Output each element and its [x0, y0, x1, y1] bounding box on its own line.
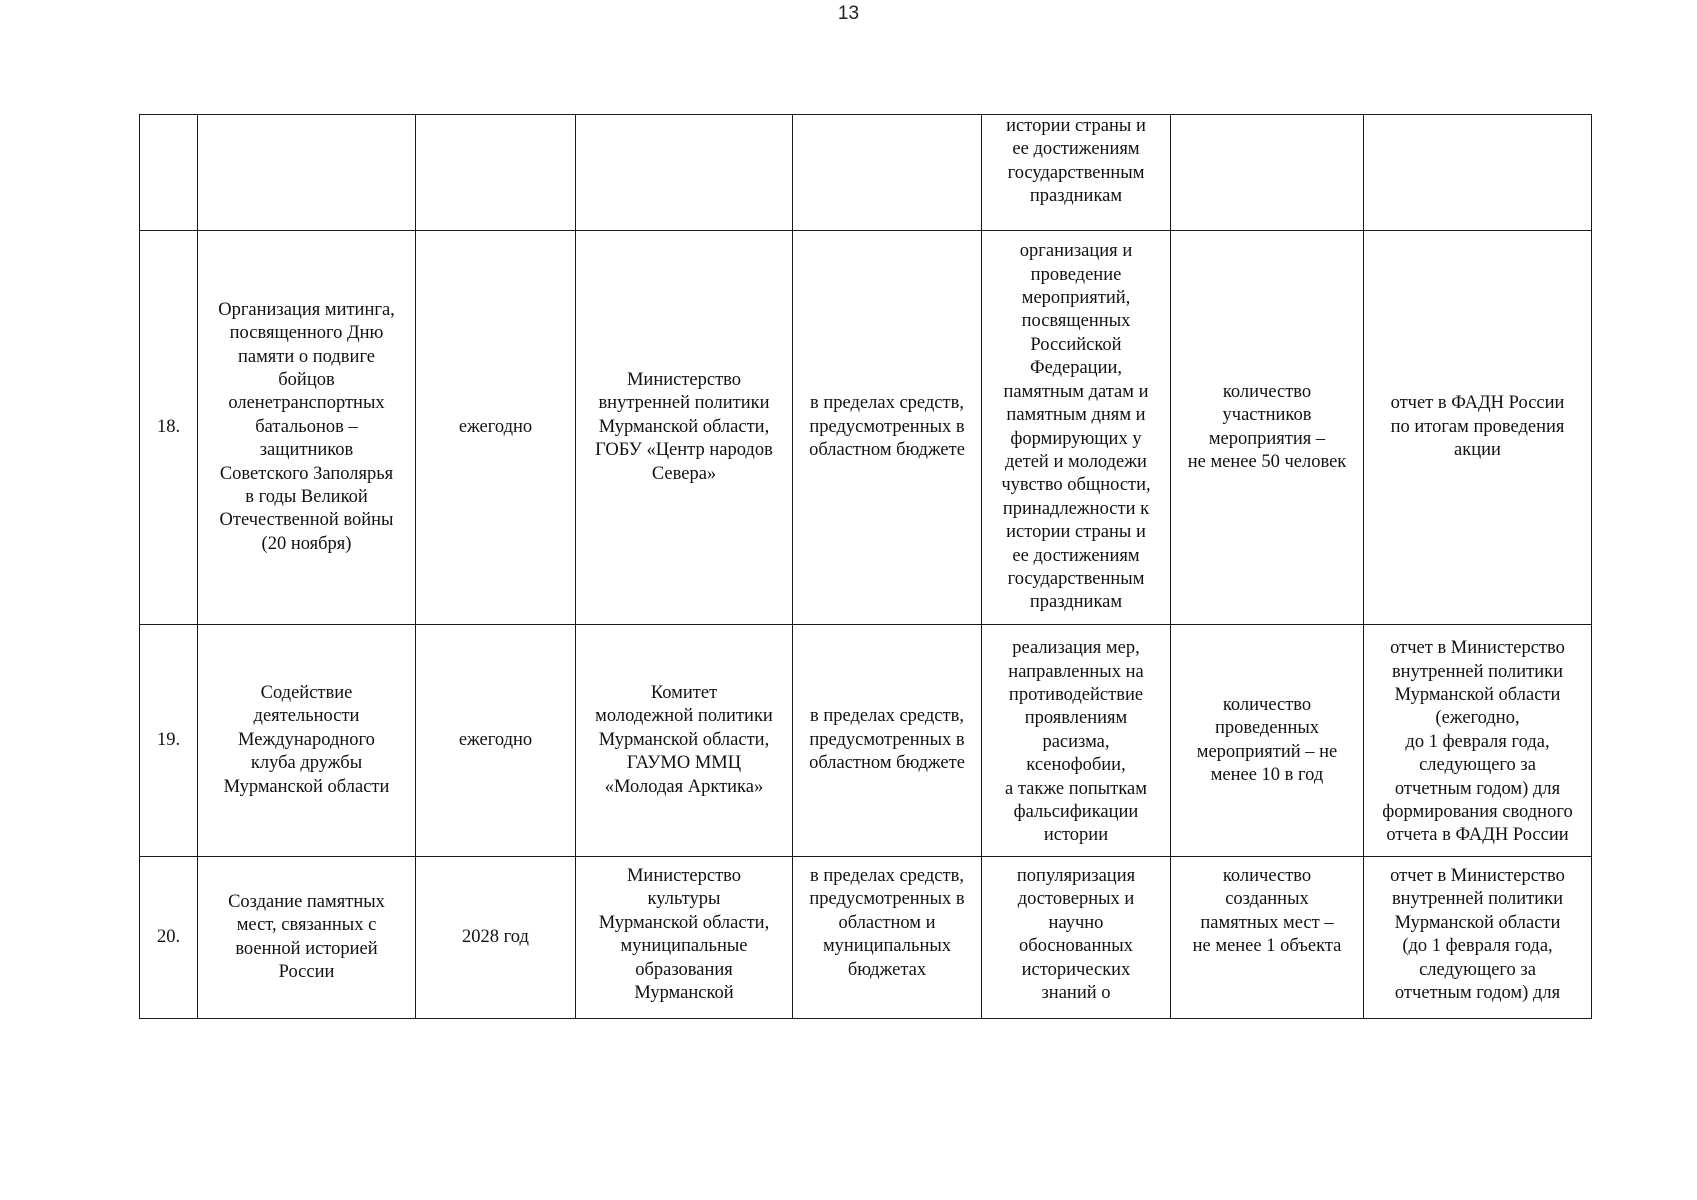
table-row-20	[140, 857, 1592, 1019]
cell-result: реализация мер, направленных на противодействие проявлениям расизма, ксенофобии, а также попыткам фальсификации истории	[982, 625, 1171, 857]
cell-report: отчет в ФАДН России по итогам проведения акции	[1364, 231, 1592, 625]
cell-period: ежегодно	[416, 625, 576, 857]
cell-event: Создание памятных мест, связанных с военной историей России	[198, 857, 416, 1019]
cell-funding	[793, 115, 982, 231]
table-row-continuation	[140, 115, 1592, 231]
cell-event: Организация митинга, посвященного Дню памяти о подвиге бойцов оленетранспортных батальонов – защитников Советского Заполярья в годы Великой Отечественной войны (20 ноября)	[198, 231, 416, 625]
cell-funding: в пределах средств, предусмотренных в областном бюджете	[793, 231, 982, 625]
cell-event: Содействие деятельности Международного клуба дружбы Мурманской области	[198, 625, 416, 857]
cell-report	[1364, 115, 1592, 231]
cell-indicator	[1171, 115, 1364, 231]
cell-number: 19.	[140, 625, 198, 857]
cell-report: отчет в Министерство внутренней политики Мурманской области (до 1 февраля года, следующего за отчетным годом) для	[1364, 857, 1592, 1019]
cell-period	[416, 115, 576, 231]
table-row-19	[140, 625, 1592, 857]
cell-number: 20.	[140, 857, 198, 1019]
cell-result: популяризация достоверных и научно обоснованных исторических знаний о	[982, 857, 1171, 1019]
page-number: 13	[837, 3, 860, 24]
cell-executor	[576, 115, 793, 231]
cell-result: организация и проведение мероприятий, посвященных Российской Федерации, памятным датам и памятным дням и формирующих у детей и молодежи чувство общности, принадлежности к истории страны и ее достижениям государственным праздникам	[982, 231, 1171, 625]
cell-period: 2028 год	[416, 857, 576, 1019]
cell-indicator: количество участников мероприятия – не менее 50 человек	[1171, 231, 1364, 625]
cell-period: ежегодно	[416, 231, 576, 625]
cell-executor: Министерство культуры Мурманской области, муниципальные образования Мурманской	[576, 857, 793, 1019]
cell-indicator: количество созданных памятных мест – не менее 1 объекта	[1171, 857, 1364, 1019]
cell-funding: в пределах средств, предусмотренных в областном и муниципальных бюджетах	[793, 857, 982, 1019]
cell-executor: Министерство внутренней политики Мурманской области, ГОБУ «Центр народов Севера»	[576, 231, 793, 625]
cell-number	[140, 115, 198, 231]
cell-report: отчет в Министерство внутренней политики Мурманской области (ежегодно, до 1 февраля года, следующего за отчетным годом) для формирования сводного отчета в ФАДН России	[1364, 625, 1592, 857]
cell-number: 18.	[140, 231, 198, 625]
cell-executor: Комитет молодежной политики Мурманской области, ГАУМО ММЦ «Молодая Арктика»	[576, 625, 793, 857]
cell-indicator: количество проведенных мероприятий – не менее 10 в год	[1171, 625, 1364, 857]
cell-event	[198, 115, 416, 231]
cell-funding: в пределах средств, предусмотренных в областном бюджете	[793, 625, 982, 857]
cell-result: истории страны и ее достижениям государственным праздникам	[982, 115, 1171, 231]
table-row-18	[140, 231, 1592, 625]
events-table	[139, 114, 1592, 1019]
